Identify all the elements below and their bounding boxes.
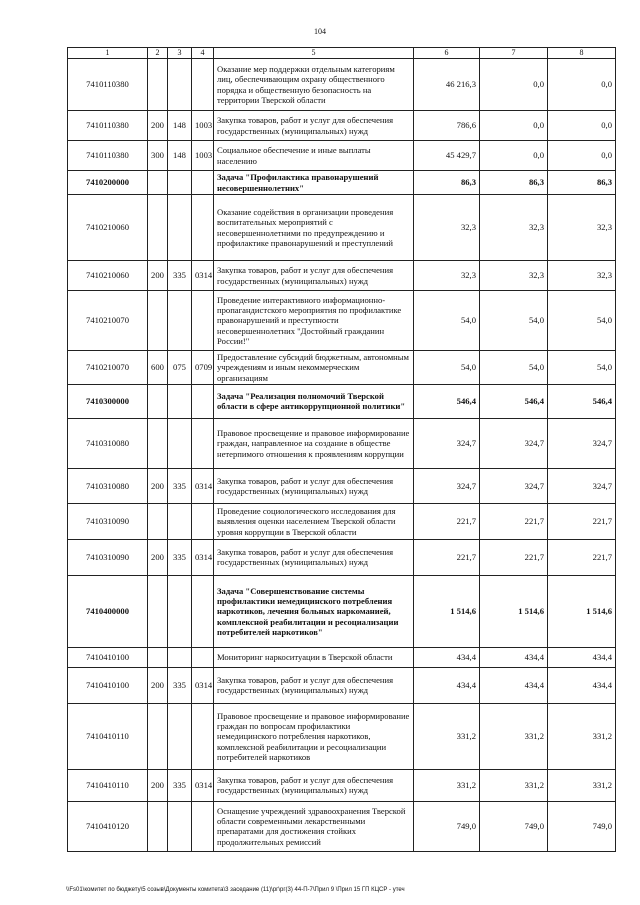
section-code: 0709 xyxy=(192,351,214,385)
amount-col-8: 546,4 xyxy=(548,384,616,418)
amount-col-7: 324,7 xyxy=(480,468,548,503)
section-code xyxy=(192,171,214,195)
amount-col-7: 546,4 xyxy=(480,384,548,418)
administrator-code: 335 xyxy=(168,539,192,575)
table-row xyxy=(68,801,616,851)
amount-col-8: 32,3 xyxy=(548,261,616,291)
section-code xyxy=(192,647,214,667)
amount-col-6: 434,4 xyxy=(414,647,480,667)
amount-col-8: 0,0 xyxy=(548,141,616,171)
row-description: Закупка товаров, работ и услуг для обеспечения государственных (муниципальных) нужд xyxy=(214,667,414,703)
table-row xyxy=(68,667,616,703)
amount-col-8: 86,3 xyxy=(548,171,616,195)
amount-col-7: 331,2 xyxy=(480,703,548,769)
section-code: 0314 xyxy=(192,667,214,703)
table-row xyxy=(68,575,616,647)
table-row xyxy=(68,171,616,195)
administrator-code xyxy=(168,703,192,769)
classification-code: 7410410120 xyxy=(68,801,148,851)
row-description: Проведение интерактивного информационно-пропагандистского мероприятия по профилактике правонарушений и преступности несовершеннолетних "Достойный гражданин России!" xyxy=(214,291,414,351)
classification-code: 7410300000 xyxy=(68,384,148,418)
row-description: Закупка товаров, работ и услуг для обеспечения государственных (муниципальных) нужд xyxy=(214,539,414,575)
row-description: Правовое просвещение и правовое информирование граждан по вопросам профилактики немедицинского потребления наркотиков, комплексной реабилитации и ресоциализации потребителей наркотиков xyxy=(214,703,414,769)
amount-col-8: 749,0 xyxy=(548,801,616,851)
amount-col-6: 45 429,7 xyxy=(414,141,480,171)
section-code xyxy=(192,384,214,418)
administrator-code xyxy=(168,418,192,468)
administrator-code: 335 xyxy=(168,769,192,801)
expense-type xyxy=(148,418,168,468)
administrator-code xyxy=(168,384,192,418)
table-row xyxy=(68,195,616,261)
expense-type: 200 xyxy=(148,769,168,801)
administrator-code xyxy=(168,195,192,261)
row-description: Предоставление субсидий бюджетным, автономным учреждениям и иным некоммерческим организациям xyxy=(214,351,414,385)
amount-col-6: 786,6 xyxy=(414,111,480,141)
amount-col-8: 434,4 xyxy=(548,667,616,703)
amount-col-6: 546,4 xyxy=(414,384,480,418)
expense-type xyxy=(148,59,168,111)
amount-col-7: 434,4 xyxy=(480,667,548,703)
amount-col-7: 32,3 xyxy=(480,261,548,291)
page-number: 104 xyxy=(314,27,326,36)
classification-code: 7410410100 xyxy=(68,667,148,703)
expense-type xyxy=(148,647,168,667)
administrator-code: 335 xyxy=(168,667,192,703)
classification-code: 7410110380 xyxy=(68,141,148,171)
amount-col-7: 749,0 xyxy=(480,801,548,851)
expense-type: 200 xyxy=(148,111,168,141)
classification-code: 7410310090 xyxy=(68,539,148,575)
amount-col-8: 1 514,6 xyxy=(548,575,616,647)
section-code: 1003 xyxy=(192,111,214,141)
amount-col-8: 0,0 xyxy=(548,59,616,111)
column-header: 2 xyxy=(148,48,168,59)
table-row xyxy=(68,503,616,539)
amount-col-8: 324,7 xyxy=(548,468,616,503)
column-header: 7 xyxy=(480,48,548,59)
classification-code: 7410210070 xyxy=(68,291,148,351)
expense-type xyxy=(148,171,168,195)
expense-type: 300 xyxy=(148,141,168,171)
row-description: Закупка товаров, работ и услуг для обеспечения государственных (муниципальных) нужд xyxy=(214,769,414,801)
row-description: Закупка товаров, работ и услуг для обеспечения государственных (муниципальных) нужд xyxy=(214,261,414,291)
classification-code: 7410410100 xyxy=(68,647,148,667)
amount-col-7: 0,0 xyxy=(480,59,548,111)
column-header: 4 xyxy=(192,48,214,59)
amount-col-7: 0,0 xyxy=(480,141,548,171)
row-description: Закупка товаров, работ и услуг для обеспечения государственных (муниципальных) нужд xyxy=(214,111,414,141)
column-header: 6 xyxy=(414,48,480,59)
amount-col-8: 32,3 xyxy=(548,195,616,261)
section-code xyxy=(192,575,214,647)
table-row xyxy=(68,769,616,801)
table-row xyxy=(68,351,616,385)
amount-col-8: 324,7 xyxy=(548,418,616,468)
amount-col-6: 221,7 xyxy=(414,539,480,575)
administrator-code: 148 xyxy=(168,141,192,171)
amount-col-7: 54,0 xyxy=(480,351,548,385)
classification-code: 7410110380 xyxy=(68,111,148,141)
amount-col-7: 54,0 xyxy=(480,291,548,351)
administrator-code xyxy=(168,171,192,195)
expense-type xyxy=(148,801,168,851)
row-description: Закупка товаров, работ и услуг для обеспечения государственных (муниципальных) нужд xyxy=(214,468,414,503)
classification-code: 7410400000 xyxy=(68,575,148,647)
table-row xyxy=(68,59,616,111)
column-header: 5 xyxy=(214,48,414,59)
budget-table xyxy=(67,47,616,852)
amount-col-8: 434,4 xyxy=(548,647,616,667)
amount-col-6: 54,0 xyxy=(414,351,480,385)
file-path-footer: \\Fs01\комитет по бюджету\5 созыв\Документы комитета\3 заседание (11)\рг\рг(3) 44-П-7\Прил 9 \Прил 15 ГП КЦСР - утеч xyxy=(66,887,405,893)
amount-col-7: 32,3 xyxy=(480,195,548,261)
row-description: Задача "Совершенствование системы профилактики немедицинского потребления наркотиков, лечения больных наркоманией, комплексной реабилитации и ресоциализации потребителей наркотиков" xyxy=(214,575,414,647)
row-description: Правовое просвещение и правовое информирование граждан, направленное на создание в обществе нетерпимого отношения к проявлениям коррупции xyxy=(214,418,414,468)
administrator-code: 148 xyxy=(168,111,192,141)
classification-code: 7410210060 xyxy=(68,261,148,291)
amount-col-6: 331,2 xyxy=(414,703,480,769)
amount-col-6: 46 216,3 xyxy=(414,59,480,111)
classification-code: 7410210070 xyxy=(68,351,148,385)
administrator-code xyxy=(168,291,192,351)
section-code: 0314 xyxy=(192,539,214,575)
amount-col-7: 331,2 xyxy=(480,769,548,801)
expense-type: 200 xyxy=(148,261,168,291)
row-description: Социальное обеспечение и иные выплаты населению xyxy=(214,141,414,171)
administrator-code xyxy=(168,503,192,539)
table-row xyxy=(68,647,616,667)
row-description: Задача "Реализация полномочий Тверской области в сфере антикоррупционной политики" xyxy=(214,384,414,418)
section-code: 0314 xyxy=(192,769,214,801)
table-row xyxy=(68,291,616,351)
classification-code: 7410310080 xyxy=(68,418,148,468)
administrator-code: 335 xyxy=(168,261,192,291)
administrator-code xyxy=(168,575,192,647)
section-code: 0314 xyxy=(192,261,214,291)
expense-type xyxy=(148,503,168,539)
column-header: 1 xyxy=(68,48,148,59)
amount-col-8: 54,0 xyxy=(548,351,616,385)
row-description: Задача "Профилактика правонарушений несовершеннолетних" xyxy=(214,171,414,195)
section-code xyxy=(192,801,214,851)
administrator-code xyxy=(168,647,192,667)
expense-type: 600 xyxy=(148,351,168,385)
section-code: 0314 xyxy=(192,468,214,503)
amount-col-6: 749,0 xyxy=(414,801,480,851)
table-row xyxy=(68,539,616,575)
expense-type: 200 xyxy=(148,468,168,503)
administrator-code: 335 xyxy=(168,468,192,503)
amount-col-6: 54,0 xyxy=(414,291,480,351)
amount-col-7: 86,3 xyxy=(480,171,548,195)
section-code xyxy=(192,418,214,468)
amount-col-8: 221,7 xyxy=(548,503,616,539)
table-row xyxy=(68,141,616,171)
expense-type xyxy=(148,384,168,418)
amount-col-7: 221,7 xyxy=(480,539,548,575)
amount-col-8: 0,0 xyxy=(548,111,616,141)
amount-col-7: 324,7 xyxy=(480,418,548,468)
row-description: Оказание содействия в организации проведения воспитательных мероприятий с несовершеннолетними по предупреждению и профилактике правонарушений и преступлений xyxy=(214,195,414,261)
expense-type xyxy=(148,195,168,261)
amount-col-6: 1 514,6 xyxy=(414,575,480,647)
amount-col-6: 324,7 xyxy=(414,468,480,503)
classification-code: 7410210060 xyxy=(68,195,148,261)
section-code xyxy=(192,503,214,539)
amount-col-6: 324,7 xyxy=(414,418,480,468)
expense-type xyxy=(148,291,168,351)
column-number-row xyxy=(68,48,616,59)
table-row xyxy=(68,111,616,141)
amount-col-6: 32,3 xyxy=(414,261,480,291)
row-description: Проведение социологического исследования для выявления оценки населением Тверской области уровня коррупции в Тверской области xyxy=(214,503,414,539)
classification-code: 7410110380 xyxy=(68,59,148,111)
section-code xyxy=(192,703,214,769)
table-row xyxy=(68,468,616,503)
section-code xyxy=(192,291,214,351)
column-header: 8 xyxy=(548,48,616,59)
amount-col-6: 32,3 xyxy=(414,195,480,261)
administrator-code xyxy=(168,59,192,111)
column-header: 3 xyxy=(168,48,192,59)
expense-type xyxy=(148,575,168,647)
classification-code: 7410410110 xyxy=(68,703,148,769)
table-row xyxy=(68,384,616,418)
section-code xyxy=(192,59,214,111)
expense-type: 200 xyxy=(148,667,168,703)
amount-col-6: 86,3 xyxy=(414,171,480,195)
amount-col-7: 434,4 xyxy=(480,647,548,667)
classification-code: 7410310090 xyxy=(68,503,148,539)
row-description: Оказание мер поддержки отдельным категориям лиц, обеспечивающим охрану общественного порядка и общественную безопасность на территории Тверской области xyxy=(214,59,414,111)
amount-col-6: 331,2 xyxy=(414,769,480,801)
table-row xyxy=(68,418,616,468)
administrator-code xyxy=(168,801,192,851)
row-description: Оснащение учреждений здравоохранения Тверской области современными лекарственными препаратами для достижения стойких продолжительных ремиссий xyxy=(214,801,414,851)
classification-code: 7410310080 xyxy=(68,468,148,503)
amount-col-7: 0,0 xyxy=(480,111,548,141)
amount-col-8: 331,2 xyxy=(548,703,616,769)
section-code xyxy=(192,195,214,261)
amount-col-6: 221,7 xyxy=(414,503,480,539)
expense-type: 200 xyxy=(148,539,168,575)
amount-col-7: 1 514,6 xyxy=(480,575,548,647)
classification-code: 7410200000 xyxy=(68,171,148,195)
amount-col-7: 221,7 xyxy=(480,503,548,539)
table-row xyxy=(68,261,616,291)
amount-col-8: 331,2 xyxy=(548,769,616,801)
administrator-code: 075 xyxy=(168,351,192,385)
section-code: 1003 xyxy=(192,141,214,171)
table-row xyxy=(68,703,616,769)
amount-col-8: 54,0 xyxy=(548,291,616,351)
amount-col-8: 221,7 xyxy=(548,539,616,575)
amount-col-6: 434,4 xyxy=(414,667,480,703)
classification-code: 7410410110 xyxy=(68,769,148,801)
expense-type xyxy=(148,703,168,769)
row-description: Мониторинг наркоситуации в Тверской области xyxy=(214,647,414,667)
